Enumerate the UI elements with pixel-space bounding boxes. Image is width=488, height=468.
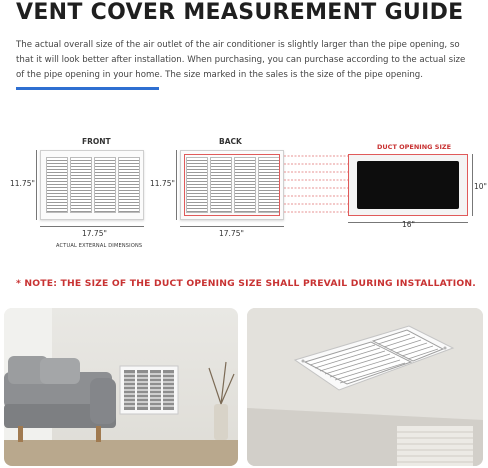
intro-text: The actual overall size of the air outlet of the air conditioner is slightly larger than the pipe opening, so that it will look better after installation. When purchasing, you can purchase according to the actual size of the pipe opening in your home. The size marked in the sales is the size of the pipe opening.	[16, 40, 466, 80]
front-caption: ACTUAL EXTERNAL DIMENSIONS	[56, 243, 143, 249]
accent-underline	[16, 87, 159, 90]
projection-lines	[284, 150, 348, 220]
duct-label: DUCT OPENING SIZE	[377, 143, 452, 151]
front-vent-cover	[40, 150, 144, 220]
duct-height-label: 10"	[474, 182, 487, 191]
front-label: FRONT	[82, 137, 111, 146]
living-room-wall-vent-photo	[4, 308, 238, 466]
back-label: BACK	[219, 137, 242, 146]
duct-width-label: 16"	[402, 220, 415, 229]
duct-height-dimension-line	[472, 154, 473, 216]
duct-opening	[348, 154, 468, 216]
back-width-dimension-line	[180, 226, 284, 227]
installation-note: * NOTE: THE SIZE OF THE DUCT OPENING SIZE SHALL PREVAIL DURING INSTALLATION.	[16, 278, 476, 289]
front-width-dimension-line	[40, 226, 144, 227]
front-height-label: 11.75"	[10, 179, 35, 188]
back-width-label: 17.75"	[219, 229, 244, 238]
back-height-dimension-line	[176, 150, 177, 220]
front-width-label: 17.75"	[82, 229, 107, 238]
front-height-dimension-line	[36, 150, 37, 220]
back-duct-outline	[184, 154, 280, 216]
back-height-label: 11.75"	[150, 179, 175, 188]
ceiling-vent-photo	[247, 308, 483, 466]
page-title: VENT COVER MEASUREMENT GUIDE	[16, 0, 464, 25]
duct-hole	[357, 161, 459, 209]
